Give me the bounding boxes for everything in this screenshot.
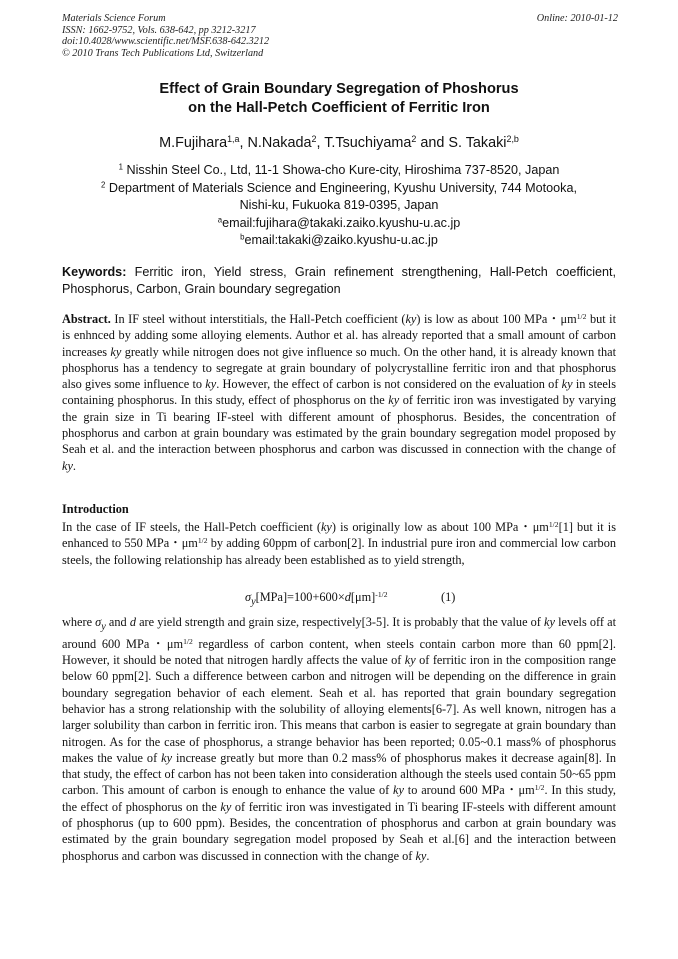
ky-symbol: ky — [544, 615, 555, 629]
intro-text: ) is originally low as about 100 MPa・μm — [331, 520, 549, 534]
keywords-text: Ferritic iron, Yield stress, Grain refinement strengthening, Hall-Petch coefficient, Phosphorus, Carbon, Grain boundary segregation — [62, 265, 617, 297]
author-name: M.Fujihara — [159, 135, 228, 151]
d-symbol: d — [129, 615, 136, 629]
author-name: N.Nakada — [247, 135, 312, 151]
sigma-symbol: σ — [95, 615, 102, 629]
intro-text: to around 600 MPa・μm — [403, 783, 535, 798]
publication-header — [62, 13, 618, 59]
ky-symbol: ky — [62, 458, 73, 473]
equation-expression — [245, 590, 388, 607]
intro-paragraph-1 — [62, 519, 616, 568]
intro-text: increase greatly but more than 0.2 mass% of phosphorus makes it decrease again[8]. In that study, the effect of carbon has not been taken into consideration although the steels used contain 50~65 ppm carbon. This amount of carbon is enough to enhance the value of — [62, 750, 617, 798]
affiliation-2-cont: Nishi-ku, Fukuoka 819-0395, Japan — [239, 198, 439, 213]
ky-symbol: ky — [561, 377, 573, 392]
author-name: T.Tsuchiyama — [324, 135, 412, 151]
ky-symbol: ky — [205, 377, 217, 392]
intro-text: are yield strength and grain size, respectively[3-5]. It is probably that the value of — [135, 615, 545, 629]
email-text: email:fujihara@takaki.zaiko.kyushu-u.ac.jp — [222, 215, 461, 230]
paper-title — [62, 80, 616, 118]
abstract-text: but it is enhnced by adding some alloying elements. Author et al. has already reported that a small amount of carbon increases — [62, 312, 616, 359]
abstract — [62, 311, 616, 474]
issn-line: ISSN: 1662-9752, Vols. 638-642, pp 3212-3217 — [62, 24, 256, 36]
intro-text: . In this study, the effect of phosphorus on the — [62, 783, 616, 814]
author-affil-sup: 2 — [311, 134, 317, 145]
author-conjunction: and — [420, 135, 445, 151]
email-marker: a — [217, 215, 223, 225]
sigma-symbol: σ — [245, 590, 252, 604]
intro-text: of ferritic iron was investigated in Ti bearing IF-steels with different amount of phosphorus (up to 600 ppm). Besides, the concentration of phosphorus and carbon at grain boundary was estimated by the grain boundary segregation model proposed by Seah et al.[6] and the interaction between phosphorus and carbon was discussed in connection with the change of — [62, 799, 616, 863]
abstract-text: In IF steel without interstitials, the Hall-Petch coefficient ( — [114, 312, 406, 326]
author-list: M.Fujihara$^{1,a}$, N.Nakada$^2$, T.Tsuchiyama$^2$ and S. Takaki$^{2,b}$ — [159, 134, 519, 151]
ky-symbol: ky — [161, 750, 173, 765]
exponent: 1/2 — [534, 783, 545, 793]
intro-text: where — [62, 615, 96, 629]
exponent: 1/2 — [548, 519, 559, 529]
title-line-2: on the Hall-Petch Coefficient of Ferritic Iron — [188, 100, 490, 116]
affil-number: 1 — [118, 162, 123, 172]
d-symbol: d — [344, 590, 351, 604]
ky-symbol: ky — [320, 520, 332, 534]
affiliation-1 — [62, 162, 616, 180]
abstract-text: of ferritic iron was investigated by varying the grain size in Ti bearing IF-steel with different amount of phosphorus. Besides, the concentration of phosphorus and carbon at grain boundary was estimated by the grain boundary segregation model proposed by Seah et al. and the interaction between phosphorus and carbon was discussed in connection with the change of — [62, 393, 616, 457]
ky-symbol: ky — [415, 848, 427, 863]
equation-text: [MPa]=100+600× — [255, 590, 345, 604]
email-b — [62, 232, 616, 250]
subscript: y — [251, 596, 256, 608]
ky-symbol: ky — [393, 783, 404, 798]
subscript: y — [101, 621, 106, 633]
ky-symbol: ky — [404, 653, 416, 668]
abstract-text: in steels containing phosphorus. In this study, effect of phosphorus on the — [62, 377, 616, 408]
equation-text: [μm] — [350, 590, 376, 604]
intro-text: [1] but it is enhanced to 550 MPa・μm — [62, 520, 616, 551]
keywords — [62, 264, 616, 299]
intro-text: regardless of carbon content, when steels contain carbon more than 60 ppm[2]. However, it should be noted that nitrogen hardly affects the value of — [62, 636, 616, 668]
exponent: 1/2 — [197, 536, 208, 546]
journal-name: Materials Science Forum — [62, 13, 166, 24]
exponent: 1/2 — [576, 311, 587, 321]
intro-text: In the case of IF steels, the Hall-Petch coefficient ( — [62, 520, 321, 534]
keywords-label: Keywords: — [62, 265, 127, 279]
intro-paragraph-2 — [62, 614, 616, 864]
affil-text: Nisshin Steel Co., Ltd, 11-1 Showa-cho Kure-city, Hiroshima 737-8520, Japan — [126, 163, 560, 177]
author-affil-sup: 2,b — [506, 134, 519, 145]
equation-number: (1) — [441, 590, 456, 604]
abstract-label: Abstract. — [62, 312, 111, 326]
author-affil-sup: 1,a — [227, 134, 240, 145]
doi-line: doi:10.4028/www.scientific.net/MSF.638-642.3212 — [62, 36, 270, 48]
ky-symbol: ky — [110, 344, 122, 359]
intro-text: of ferritic iron in the composition range below 60 ppm[2]. Such a difference between carbon and nitrogen will be depending on the difference in grain boundary segregation behavior of each element. Seah et al. has reported that grain boundary segregation behavior has a strong relationship with the solubility of alloying elements[6-7]. As well known, nitrogen has a larger solubility than carbon in ferritic iron. This means that carbon is easier to segregate at grain boundary than nitrogen. As for the case of phosphorus, a strange behavior has been reported; 0.05~0.1 mass% of phosphorus makes the value of — [62, 653, 616, 765]
copyright-line: © 2010 Trans Tech Publications Ltd, Switzerland — [62, 47, 264, 59]
email-marker: b — [240, 233, 245, 243]
exponent: 1/2 — [183, 636, 193, 646]
abstract-text: . However, the effect of carbon is not considered on the evaluation of — [216, 377, 562, 392]
ky-symbol: ky — [220, 799, 232, 814]
affil-text: Department of Materials Science and Engineering, Kyushu University, 744 Motooka, — [108, 180, 577, 195]
author-name: S. Takaki — [448, 135, 507, 151]
exponent: -1/2 — [375, 589, 388, 599]
ky-symbol: ky — [405, 312, 417, 326]
intro-text: . — [426, 848, 430, 863]
online-date: Online: 2010-01-12 — [536, 13, 618, 24]
intro-text: levels off at around 600 MPa・μm — [62, 615, 616, 651]
email-a — [62, 215, 616, 233]
ky-symbol: ky — [388, 393, 400, 408]
affil-number: 2 — [101, 180, 106, 190]
abstract-text: . — [72, 458, 76, 473]
abstract-text: greatly while nitrogen does not give influence so much. On the other hand, it is already known that phosphorus has a tendency to segregate at grain boundary of polycrystalline ferritic iron and that phosphorus also gives some influence to — [62, 344, 617, 392]
abstract-text: ) is low as about 100 MPa・μm — [416, 312, 577, 326]
intro-text: by adding 60ppm of carbon[2]. In industrial pure iron and commercial low carbon steels, the following relationship has already been established as to yield strength, — [62, 536, 616, 567]
affiliation-2 — [62, 180, 616, 198]
section-heading-introduction: Introduction — [62, 502, 129, 516]
author-affil-sup: 2 — [411, 134, 417, 145]
intro-text: and — [105, 615, 130, 629]
affiliations — [62, 162, 616, 250]
email-text: email:takaki@zaiko.kyushu-u.ac.jp — [244, 233, 438, 248]
title-line-1: Effect of Grain Boundary Segregation of Phoshorus — [159, 81, 519, 97]
